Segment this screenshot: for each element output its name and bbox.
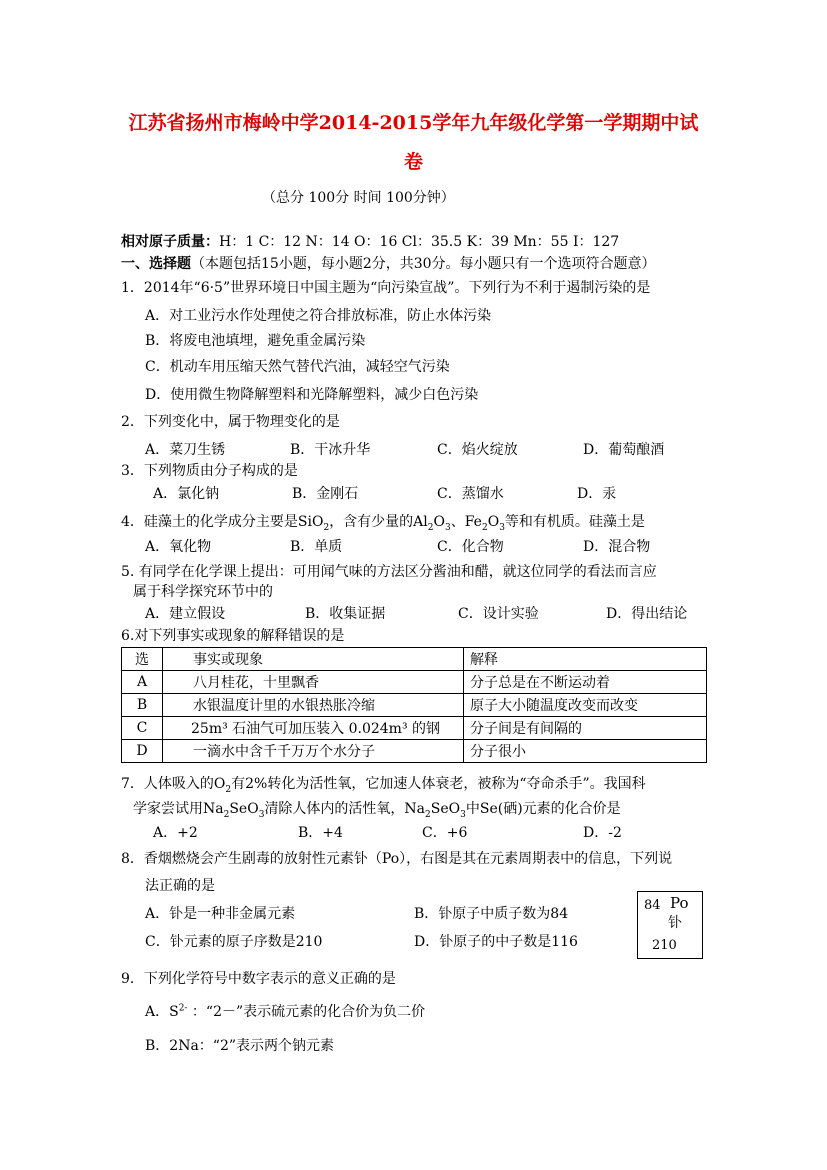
table-cell: D: [122, 740, 163, 763]
q5-stem-line1: 5. 有同学在化学课上提出：可用闻气味的方法区分酱油和醋，就这位同学的看法而言应: [121, 564, 657, 580]
subtitle: （总分 100分 时间 100分钟）: [262, 190, 455, 206]
table-header: 解释: [464, 648, 707, 671]
q9-stem: 9．下列化学符号中数字表示的意义正确的是: [121, 971, 396, 987]
section-desc: （本题包括15小题，每小题2分，共30分。每小题只有一个选项符合题意）: [191, 256, 656, 272]
q4-stem: 4．硅藻土的化学成分主要是SiO$_2$，含有少量的$Al_2O_3$、$Fe_2O_3$等和有机质。硅藻土是: [121, 514, 645, 533]
table-cell: 25m³ 石油气可加压装入 0.024m³ 的钢: [163, 717, 464, 740]
q6-stem: 6.对下列事实或现象的解释错误的是: [121, 628, 345, 644]
q8-stem-line2: 法正确的是: [145, 878, 215, 894]
q2-option-a: A．菜刀生锈: [145, 442, 226, 458]
q7-stem-line2: 学家尝试用$Na_2SeO_3$清除人体内的活性氧，$Na_2SeO_3$中Se(硒)元素的化合价是: [133, 801, 621, 820]
q9-option-a: A．$S^{2-}$ ：“2－”表示硫元素的化合价为负二价: [145, 1003, 426, 1020]
q3-option-a: A．氯化钠: [153, 486, 220, 502]
q5-option-c: C．设计实验: [458, 606, 539, 622]
q7-option-b: B．+4: [298, 825, 343, 841]
q1-option-a: A．对工业污水作处理使之符合排放标准，防止水体污染: [145, 308, 492, 324]
q4-option-a: A．氧化物: [145, 539, 212, 555]
q2-stem: 2．下列变化中，属于物理变化的是: [121, 414, 340, 430]
table-cell: 分子很小: [464, 740, 707, 763]
q8-option-c: C．钋元素的原子序数是210: [145, 934, 323, 950]
table-header: 事实或现象: [163, 648, 464, 671]
page-title: 江苏省扬州市梅岭中学2014-2015学年九年级化学第一学期期中试: [128, 112, 699, 134]
q7-stem-line1: 7．人体吸入的$O_2$有2%转化为活性氧，它加速人体衰老，被称为“夺命杀手”。我国科: [121, 776, 646, 795]
table-header: 选: [122, 648, 163, 671]
table-cell: C: [122, 717, 163, 740]
section-heading: [121, 254, 656, 274]
q3-stem: 3．下列物质由分子构成的是: [121, 463, 298, 479]
q8-option-a: A．钋是一种非金属元素: [145, 906, 296, 922]
q5-option-b: B．收集证据: [305, 606, 386, 622]
table-row: [122, 694, 707, 717]
q5-option-d: D．得出结论: [606, 606, 688, 622]
table-cell: A: [122, 671, 163, 694]
q7-option-d: D．-2: [583, 825, 622, 841]
element-card-polonium: [637, 891, 703, 959]
section-label: 一、选择题: [121, 256, 191, 272]
table-row: [122, 740, 707, 763]
table-cell: 一滴水中含千千万万个水分子: [163, 740, 464, 763]
q8-option-d: D．钋原子的中子数是116: [414, 934, 578, 950]
element-name: 钋: [668, 915, 682, 931]
atomic-mass-line: [121, 232, 619, 252]
q4-option-c: C．化合物: [437, 539, 504, 555]
q3-option-b: B．金刚石: [292, 486, 359, 502]
atomic-number: 84: [644, 898, 661, 913]
q2-option-d: D．葡萄酿酒: [583, 442, 665, 458]
q4-option-b: B．单质: [290, 539, 343, 555]
atomic-mass-label: 相对原子质量：: [121, 234, 219, 250]
q4-option-d: D．混合物: [583, 539, 651, 555]
q1-option-d: D．使用微生物降解塑料和光降解塑料，减少白色污染: [145, 387, 479, 403]
table-cell: 水银温度计里的水银热胀冷缩: [163, 694, 464, 717]
element-symbol: Po: [670, 894, 689, 912]
q7-option-a: A．+2: [153, 825, 198, 841]
table-header-row: [122, 648, 707, 671]
q9-option-b: B．2Na：“2”表示两个钠元素: [145, 1038, 335, 1054]
table-row: [122, 671, 707, 694]
table-cell: 八月桂花，十里飘香: [163, 671, 464, 694]
q7-option-c: C．+6: [422, 825, 468, 841]
q1-stem: 1．2014年“6·5”世界环境日中国主题为“向污染宣战”。下列行为不利于遏制污染的是: [121, 280, 651, 296]
q3-option-d: D．汞: [577, 486, 617, 502]
table-cell: B: [122, 694, 163, 717]
atomic-mass: 210: [652, 938, 677, 953]
q5-stem-line2: 属于科学探究环节中的: [133, 584, 273, 600]
q3-option-c: C．蒸馏水: [437, 486, 504, 502]
table-cell: 分子间是有间隔的: [464, 717, 707, 740]
table-cell: 分子总是在不断运动着: [464, 671, 707, 694]
page-title-cont: 卷: [403, 151, 423, 173]
q6-table: [121, 647, 707, 763]
q5-option-a: A．建立假设: [145, 606, 226, 622]
q2-option-c: C．焰火绽放: [437, 442, 518, 458]
atomic-mass-values: H：1 C：12 N：14 O：16 Cl：35.5 K：39 Mn：55 I：127: [219, 234, 620, 250]
q1-option-b: B．将废电池填埋，避免重金属污染: [145, 333, 366, 349]
q8-option-b: B．钋原子中质子数为84: [414, 906, 569, 922]
table-cell: 原子大小随温度改变而改变: [464, 694, 707, 717]
q1-option-c: C．机动车用压缩天然气替代汽油，减轻空气污染: [145, 359, 450, 375]
q8-stem-line1: 8．香烟燃烧会产生剧毒的放射性元素钋（Po），右图是其在元素周期表中的信息，下列说: [121, 851, 673, 867]
table-row: [122, 717, 707, 740]
q2-option-b: B．干冰升华: [290, 442, 371, 458]
